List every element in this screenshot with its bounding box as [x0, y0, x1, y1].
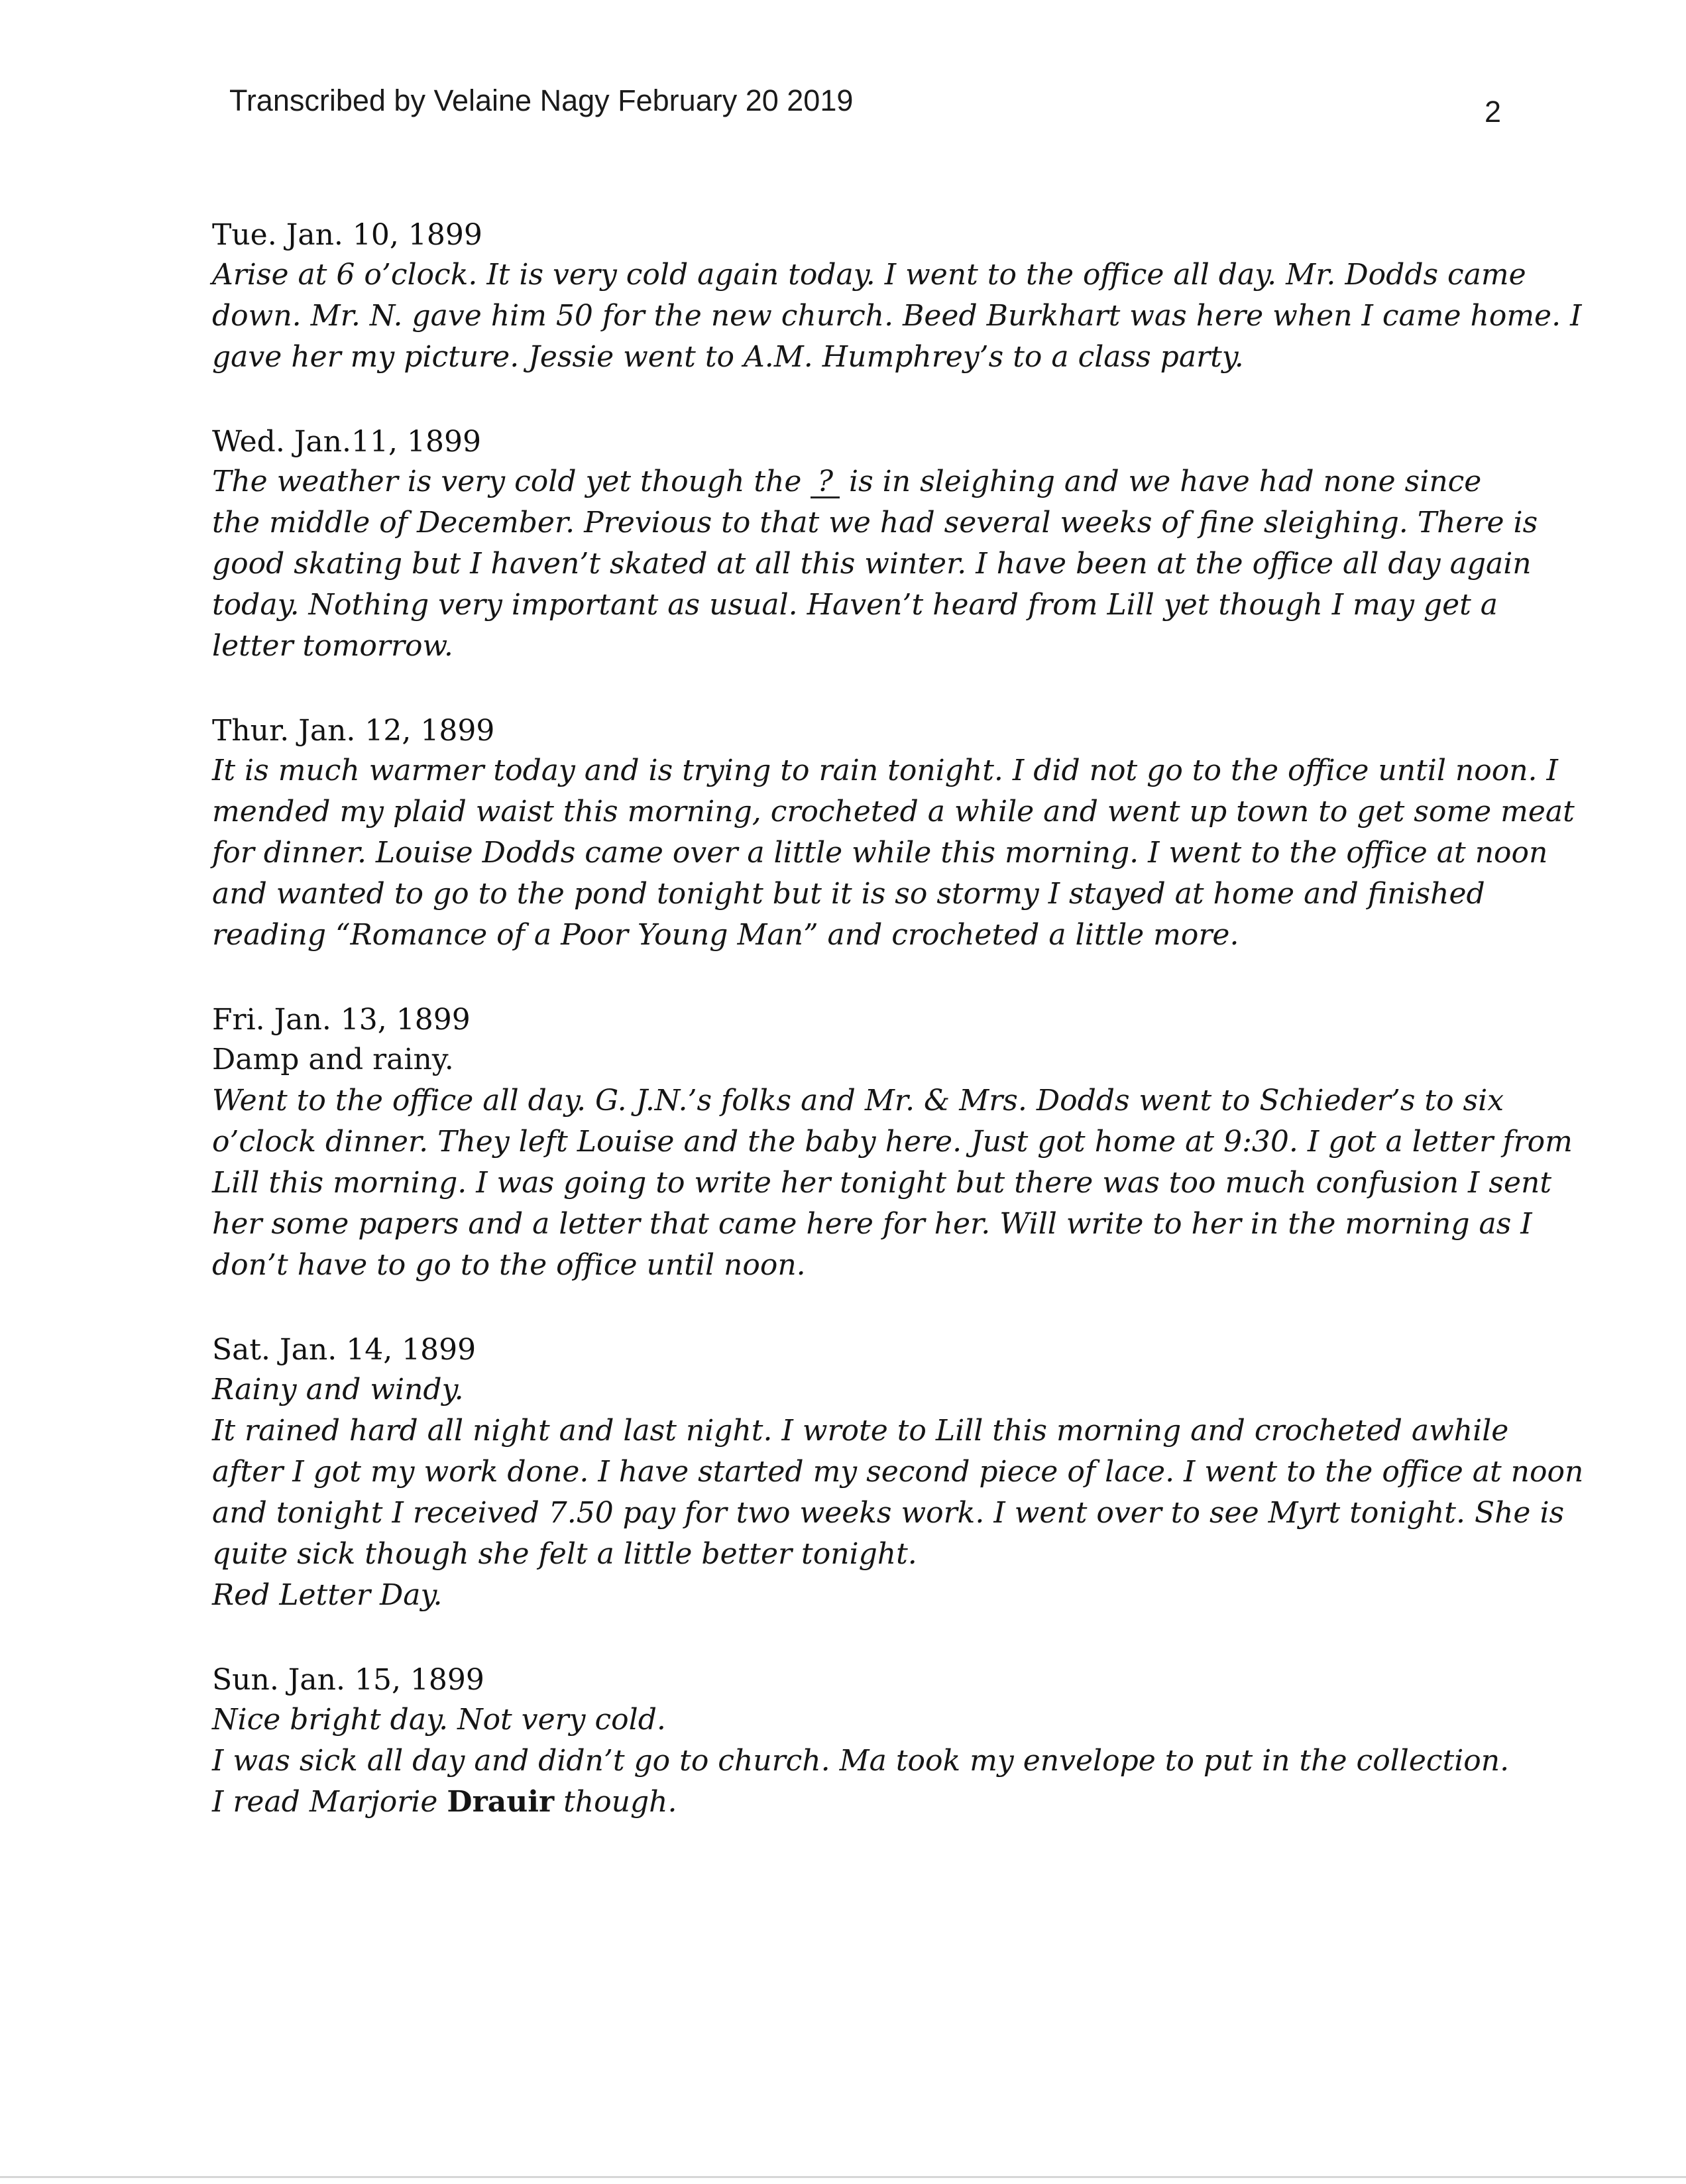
entry-line: It is much warmer today and is trying to rain tonight. I did not go to the office until noon. I: [212, 754, 1558, 787]
entry-line: reading “Romance of a Poor Young Man” and crocheted a little more.: [212, 918, 1239, 952]
entry-text: is in sleighing and we have had none since: [840, 465, 1482, 498]
entry-line: for dinner. Louise Dodds came over a little while this morning. I went to the office at noon: [212, 836, 1548, 870]
entry-line: her some papers and a letter that came here for her. Will write to her in the morning as I: [212, 1207, 1532, 1241]
entry-date: Tue. Jan. 10, 1899: [212, 218, 482, 252]
entry-date: Sat. Jan. 14, 1899: [212, 1333, 477, 1367]
entry-text: The weather is very cold yet though the: [212, 465, 811, 498]
entry-line: [212, 461, 1531, 502]
entry-weather: Rainy and windy.: [212, 1373, 464, 1407]
entry-line: Arise at 6 o’clock. It is very cold again today. I went to the office all day. Mr. Dodds came: [212, 258, 1526, 292]
entry-line: Lill this morning. I was going to write her tonight but there was too much confusion I sent: [212, 1166, 1552, 1200]
entry-line: today. Nothing very important as usual. Haven’t heard from Lill yet though I may get a: [212, 588, 1498, 622]
entry-line: the middle of December. Previous to that we had several weeks of fine sleighing. There is: [212, 506, 1538, 540]
entry-line: Went to the office all day. G. J.N.’s folks and Mr. & Mrs. Dodds went to Schieder’s to six: [212, 1084, 1504, 1118]
entry-line: It rained hard all night and last night. I wrote to Lill this morning and crocheted awhile: [212, 1414, 1509, 1448]
entry-line: and wanted to go to the pond tonight but it is so stormy I stayed at home and finished: [212, 877, 1485, 911]
entry-date: Wed. Jan.11, 1899: [212, 425, 481, 459]
entry-line: I was sick all day and didn’t go to church. Ma took my envelope to put in the collection.: [212, 1744, 1510, 1778]
entry-date: Fri. Jan. 13, 1899: [212, 1003, 471, 1037]
illegible-word-blank: ?: [811, 467, 840, 498]
entry-line: after I got my work done. I have started my second piece of lace. I went to the office at noon: [212, 1455, 1584, 1489]
entry-date: Thur. Jan. 12, 1899: [212, 714, 495, 748]
entry-line: [212, 1782, 1531, 1823]
bold-word: Drauir: [447, 1785, 555, 1819]
entry-line: o’clock dinner. They left Louise and the baby here. Just got home at 9:30. I got a letter from: [212, 1125, 1573, 1159]
entry-line: mended my plaid waist this morning, crocheted a while and went up town to get some meat: [212, 795, 1575, 829]
entry-line: good skating but I haven’t skated at all this winter. I have been at the office all day again: [212, 547, 1532, 581]
entry-weather: Nice bright day. Not very cold.: [212, 1703, 666, 1737]
diary-entry: [212, 216, 1582, 378]
diary-entries: [212, 216, 1584, 1868]
entry-line: quite sick though she felt a little better tonight.: [212, 1537, 917, 1571]
entry-line: down. Mr. N. gave him 50 for the new church. Beed Burkhart was here when I came home. I: [212, 299, 1582, 333]
entry-line: Red Letter Day.: [212, 1578, 443, 1612]
entry-date: Sun. Jan. 15, 1899: [212, 1663, 484, 1697]
entry-weather: Damp and rainy.: [212, 1043, 454, 1076]
entry-line: gave her my picture. Jessie went to A.M. Humphrey’s to a class party.: [212, 340, 1244, 374]
diary-entry: [212, 1001, 1573, 1286]
entry-line: letter tomorrow.: [212, 629, 453, 663]
entry-line: don’t have to go to the office until noon.: [212, 1248, 806, 1282]
diary-entry: [212, 1331, 1584, 1616]
diary-entry: [212, 1661, 1531, 1823]
entry-line: and tonight I received 7.50 pay for two weeks work. I went over to see Myrt tonight. She is: [212, 1496, 1565, 1530]
entry-text: I read Marjorie: [212, 1785, 447, 1819]
diary-entry: [212, 423, 1538, 667]
diary-entry: [212, 712, 1575, 956]
scan-edge-line: [0, 2176, 1686, 2178]
transcriber-header: Transcribed by Velaine Nagy February 20 2019: [229, 84, 854, 117]
page-number: 2: [1485, 95, 1502, 129]
entry-text: though.: [554, 1785, 677, 1819]
